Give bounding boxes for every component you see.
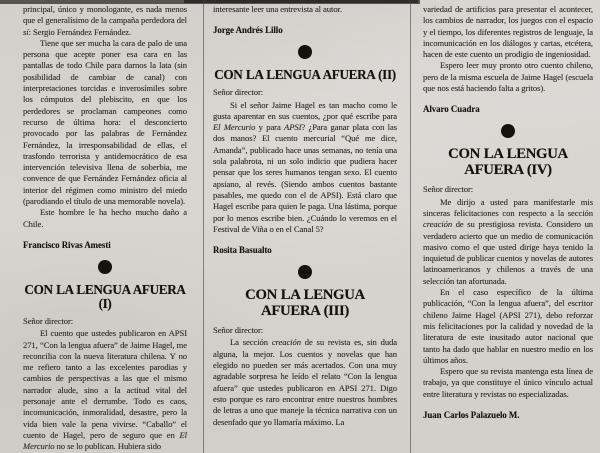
letter-paragraph: Si el señor Jaime Hagel es tan macho como le gusta aparentar en sus cuentos, ¿por qué escribe para El Mercurio y para APSI? ¿Para ganar plata con las dos manos? El cuento mercurial “Qué me dice, Amanda”, publicado hace unas semanas, no tenía una sola palabrota, ni un solo indicio que pudiera hacer pensar que los seres humanos tengan sexo. El cuento apsiano, al revés. (Siendo ambos cuentos bastante pasables, me quedo con el de APSI). Está claro que Hagel escribe para quien le paga. Una lástima, porque por lo menos escribe bien. ¿Cuándo lo veremos en el Festival de Viña o en el Canal 5? [213,99,397,234]
letter-salutation: Señor director: [213,325,264,336]
column-rule-right [410,0,411,453]
letter-paragraph: Tiene que ser mucha la cara de palo de una persona que acepte poner esa cara en las pantallas de todo Chile para darnos la lata (sin posibilidad de cambiar de canal) con interpretaciones torcidas e inverosímiles sobre los cómputos del plebiscito, en que los perdedores se proclaman campeones como recurso de última hora: el desconcierto provocado por las palabras de Fernández Fernández, la irresponsabilidad de ellas, el trasfondo terrorista y antidemocrático de esa intervención televisiva llena de soberbia, me convence de que Fernández Fernández oficia al interior del régimen como ministro del miedo (parodiando el título de una memorable novela). [23,37,187,207]
section-separator-dot [98,260,112,274]
letter-heading-line: CON LA LENGUA [448,146,568,163]
letter-salutation: Señor director: [423,184,474,195]
letter-heading [423,147,593,178]
section-separator-dot [298,265,312,279]
letter-heading-line: CON LA LENGUA AFUERA (II) [214,67,396,83]
column-2 [213,4,397,453]
letter-signature: Jorge Andrés Lillo [213,25,283,36]
column-rule-left [203,0,204,453]
letter-signature: Francisco Rivas Amesti [23,239,111,250]
section-separator-dot [501,124,515,138]
column-3 [423,4,593,453]
letter-salutation: Señor director: [213,87,264,98]
section-separator-dot [298,45,312,59]
letter-paragraph: Este hombre le ha hecho mucho daño a Chile. [23,207,187,229]
letter-paragraph: El cuento que ustedes publicaron en APSI 271, “Con la lengua afuera” de Jaime Hagel, me reconcilia con la nueva literatura chilena. Y no me refiero tanto a las excelentes parodias y cambios de perspectivas a las que el mismo narrador alude, sino a la actitud vital del personaje ante el derrumbe. Todo es caos, incomunicación, inmoralidad, desastre, pero la vida bien vale la pena vivirse. “Caballo” el cuento de Hagel, pero de seguro que en El Mercurio no se lo publican. Hubiera sido [23,328,187,452]
letter-signature: Alvaro Cuadra [423,104,480,115]
letter-heading [213,288,397,319]
scan-edge-artifact-dark [184,0,418,3]
letter-paragraph: Espero leer muy pronto otro cuento chileno, pero de la misma escuela de Jaime Hagel (escuela que nos está haciendo falta a gritos). [423,60,593,94]
letter-paragraph: Espero que su revista mantenga esta línea de trabajo, ya que constituye el único vínculo actual entre literatura y revistas no especializadas. [423,366,593,399]
letter-heading-line: AFUERA (III) [261,302,349,319]
letter-heading-line: CON LA LENGUA AFUERA (I) [24,281,186,311]
letter-paragraph: interesante leer una entrevista al autor. [213,4,342,14]
letter-paragraph: La sección creación de su revista es, sin duda alguna, la mejor. Los cuentos y novelas que han elegido no pueden ser más acertados. Con una muy agradable sorpresa he leído el relato “Con la lengua afuera” que ustedes publicaron en APSI 271. Digo esto porque es raro encontrar entre nuestros hombres de letras a uno que maneje la técnica narrativa con un desenfado que yo llamaría máximo. La [213,337,397,427]
letter-signature: Rosita Basualto [213,245,272,256]
column-1 [23,4,187,453]
letter-signature: Juan Carlos Palazuelo M. [423,410,520,421]
letter-salutation: Señor director: [23,315,74,326]
letter-paragraph: En el caso específico de la última publicación, “Con la lengua afuera”, del escritor chileno Jaime Hagel (APSI 271), debo reforzar mis felicitaciones por la calidad y novedad de la literatura de este inusitado autor nacional que tanto ha dado que hablar en nuestro medio en los últimos años. [423,287,593,365]
letter-paragraph: Me dirijo a usted para manifestarle mis sinceras felicitaciones con respecto a la sección creación de su prestigiosa revista. Considero un verdadero acierto que un medio de comunicación masivo como el que usted dirige haya tenido la inquietud de publicar cuentos y novelas de autores latinoamericanos y chilenos a través de una selección tan afortunada. [423,196,593,286]
letter-heading-line: AFUERA (IV) [464,161,552,178]
letter-heading [23,283,187,311]
letter-paragraph: principal, único y monologante, es nada menos que el generalísimo de la campaña perdedora del sí: Sergio Fernández Fernández. [23,4,187,37]
letter-heading [213,68,397,82]
letter-heading-line: CON LA LENGUA [245,287,365,304]
letter-paragraph: variedad de artificios para presentar el acontecer, los cambios de narrador, los juegos con el espacio y el tiempo, los diferentes registros de lenguaje, la incomunicación en los diálogos y cartas, etcétera, hacen de este cuento un prodigio de ingeniosidad. [423,4,593,60]
